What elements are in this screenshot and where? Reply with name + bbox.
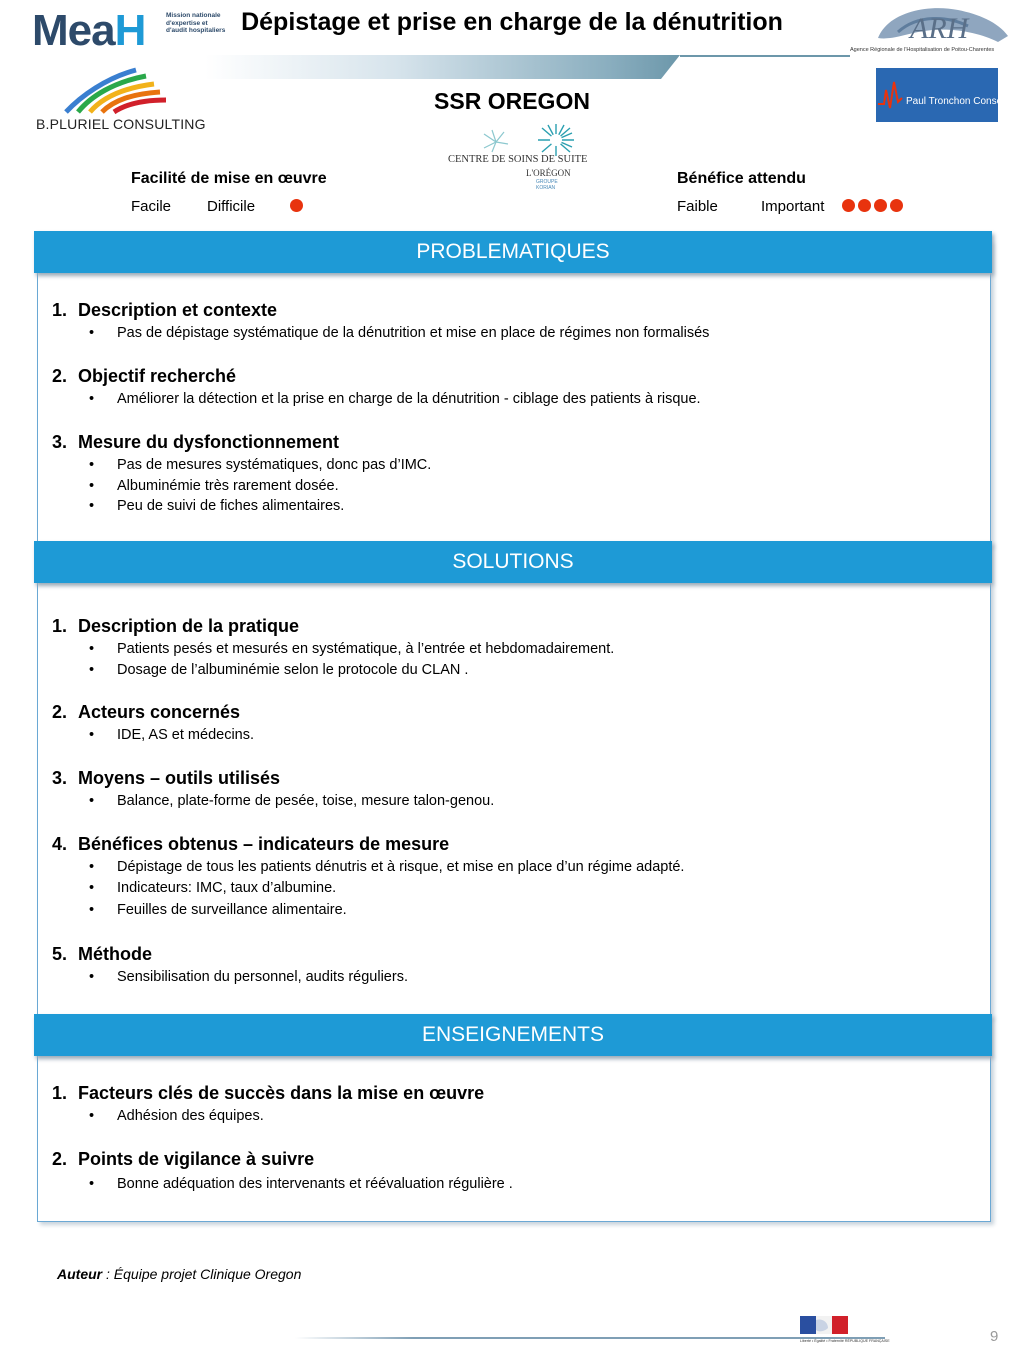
- solutions-section-5-bullet: [89, 969, 408, 985]
- bullet-text: Indicateurs: IMC, taux d’albumine.: [117, 880, 337, 896]
- rating-dot: [890, 199, 903, 212]
- rating-dot: [290, 199, 303, 212]
- benefice-low-label: Faible: [677, 198, 718, 215]
- section-number: 1.: [52, 1083, 68, 1103]
- bullet-icon: •: [89, 641, 95, 657]
- section-number: 2.: [52, 1149, 68, 1169]
- centre-soins-suite-logo: CENTRE DE SOINS DE SUITE L'ORÉGON GROUPE KORIAN: [448, 124, 578, 190]
- section-title-text: Moyens – outils utilisés: [78, 768, 281, 788]
- bullet-icon: •: [89, 391, 95, 407]
- solutions-section-1-bullet: [89, 662, 468, 678]
- footer-divider: [295, 1337, 885, 1339]
- solutions-section-2-title: [52, 702, 240, 723]
- section-title-text: Facteurs clés de succès dans la mise en œuvre: [78, 1083, 485, 1103]
- author-value: : Équipe projet Clinique Oregon: [102, 1266, 302, 1282]
- bullet-icon: •: [89, 325, 95, 341]
- enseignements-section-1-bullet: [89, 1108, 264, 1124]
- rating-dot: [858, 199, 871, 212]
- section-number: 2.: [52, 366, 68, 386]
- section-title-text: Description et contexte: [78, 300, 278, 320]
- solutions-section-5-title: [52, 944, 152, 965]
- enseignements-section-2-title: [52, 1149, 314, 1170]
- solutions-section-3-title: [52, 768, 280, 789]
- bullet-icon: •: [89, 662, 95, 678]
- problematiques-section-1-bullet: [89, 325, 709, 341]
- section-title-text: Acteurs concernés: [78, 702, 241, 722]
- bullet-icon: •: [89, 478, 95, 494]
- enseignements-panel: [37, 1054, 991, 1222]
- bullet-icon: •: [89, 880, 95, 896]
- enseignements-section-2-bullet: [89, 1176, 513, 1192]
- author-line: [57, 1266, 301, 1282]
- page-number: 9: [990, 1328, 999, 1345]
- page-subtitle: SSR OREGON: [434, 88, 590, 114]
- solutions-heading: SOLUTIONS: [34, 541, 992, 583]
- bullet-text: Balance, plate-forme de pesée, toise, mesure talon-genou.: [117, 793, 495, 809]
- benefice-high-label: Important: [761, 198, 825, 215]
- bullet-text: Améliorer la détection et la prise en charge de la dénutrition - ciblage des patients à risque.: [117, 391, 701, 407]
- problematiques-section-3-bullet: [89, 478, 339, 494]
- section-number: 3.: [52, 768, 68, 788]
- problematiques-section-3-bullet: [89, 498, 344, 514]
- bullet-text: Adhésion des équipes.: [117, 1108, 264, 1124]
- bullet-icon: •: [89, 727, 95, 743]
- problematiques-section-2-bullet: [89, 391, 701, 407]
- section-title-text: Mesure du dysfonctionnement: [78, 432, 340, 452]
- republique-francaise-caption: Liberté • Égalité • Fraternité RÉPUBLIQUE FRANÇAISE: [800, 1339, 890, 1343]
- solutions-section-1-bullet: [89, 641, 614, 657]
- bullet-text: IDE, AS et médecins.: [117, 727, 255, 743]
- paul-tronchon-logo: Paul Tronchon Conseil: [876, 68, 998, 122]
- solutions-section-4-title: [52, 834, 449, 855]
- enseignements-section-1-title: [52, 1083, 484, 1104]
- bullet-icon: •: [89, 859, 95, 875]
- header-decorative-band: [205, 55, 680, 79]
- section-title-text: Description de la pratique: [78, 616, 300, 636]
- solutions-section-3-bullet: [89, 793, 494, 809]
- bullet-text: Pas de dépistage systématique de la dénutrition et mise en place de régimes non formalisés: [117, 325, 710, 341]
- bullet-text: Sensibilisation du personnel, audits réguliers.: [117, 969, 408, 985]
- solutions-section-4-bullet: [89, 902, 347, 918]
- bullet-text: Dosage de l’albuminémie selon le protocole du CLAN .: [117, 662, 469, 678]
- problematiques-section-1-title: [52, 300, 277, 321]
- author-label: Auteur: [57, 1266, 103, 1282]
- page-title: Dépistage et prise en charge de la dénutrition: [241, 8, 783, 36]
- bullet-text: Bonne adéquation des intervenants et réévaluation régulière .: [117, 1176, 513, 1192]
- bullet-icon: •: [89, 969, 95, 985]
- solutions-section-4-bullet: [89, 880, 336, 896]
- rating-dot: [842, 199, 855, 212]
- arh-caption: Agence Régionale de l'Hospitalisation de Poitou-Charentes: [850, 47, 995, 53]
- bullet-icon: •: [89, 1108, 95, 1124]
- section-number: 2.: [52, 702, 68, 722]
- bullet-icon: •: [89, 1176, 95, 1192]
- bullet-text: Albuminémie très rarement dosée.: [117, 478, 339, 494]
- section-number: 5.: [52, 944, 68, 964]
- section-title-text: Méthode: [78, 944, 152, 964]
- bullet-text: Pas de mesures systématiques, donc pas d’IMC.: [117, 457, 432, 473]
- section-number: 3.: [52, 432, 68, 452]
- section-number: 1.: [52, 616, 68, 636]
- arh-lettering: ARH: [910, 12, 969, 45]
- bullet-text: Peu de suivi de fiches alimentaires.: [117, 498, 345, 514]
- facilite-high-label: Difficile: [207, 198, 256, 215]
- section-title-text: Objectif recherché: [78, 366, 237, 386]
- bullet-text: Dépistage de tous les patients dénutris et à risque, et mise en place d’un régime adapté.: [117, 859, 685, 875]
- header-divider: [680, 55, 850, 57]
- facilite-title: Facilité de mise en œuvre: [131, 170, 327, 187]
- section-number: 1.: [52, 300, 68, 320]
- bpluriel-logo: B.PLURIEL CONSULTING: [36, 66, 211, 138]
- section-title-text: Bénéfices obtenus – indicateurs de mesure: [78, 834, 450, 854]
- benefice-title: Bénéfice attendu: [677, 170, 806, 187]
- arh-logo: [848, 2, 1013, 56]
- solutions-section-2-bullet: [89, 727, 254, 743]
- meah-logo: MeaH Mission nationale d'expertise et d'audit hospitaliers: [32, 6, 226, 55]
- bullet-icon: •: [89, 793, 95, 809]
- problematiques-heading: PROBLEMATIQUES: [34, 231, 992, 273]
- bullet-text: Patients pesés et mesurés en systématique, à l’entrée et hebdomadairement.: [117, 641, 615, 657]
- bullet-icon: •: [89, 902, 95, 918]
- bullet-text: Feuilles de surveillance alimentaire.: [117, 902, 347, 918]
- republique-francaise-logo: [798, 1314, 890, 1356]
- section-number: 4.: [52, 834, 68, 854]
- problematiques-section-3-bullet: [89, 457, 431, 473]
- enseignements-heading: ENSEIGNEMENTS: [34, 1014, 992, 1056]
- bullet-icon: •: [89, 457, 95, 473]
- solutions-section-1-title: [52, 616, 299, 637]
- section-title-text: Points de vigilance à suivre: [78, 1149, 315, 1169]
- rating-dot: [874, 199, 887, 212]
- bullet-icon: •: [89, 498, 95, 514]
- problematiques-section-2-title: [52, 366, 236, 387]
- problematiques-section-3-title: [52, 432, 339, 453]
- solutions-section-4-bullet: [89, 859, 684, 875]
- facilite-low-label: Facile: [131, 198, 172, 215]
